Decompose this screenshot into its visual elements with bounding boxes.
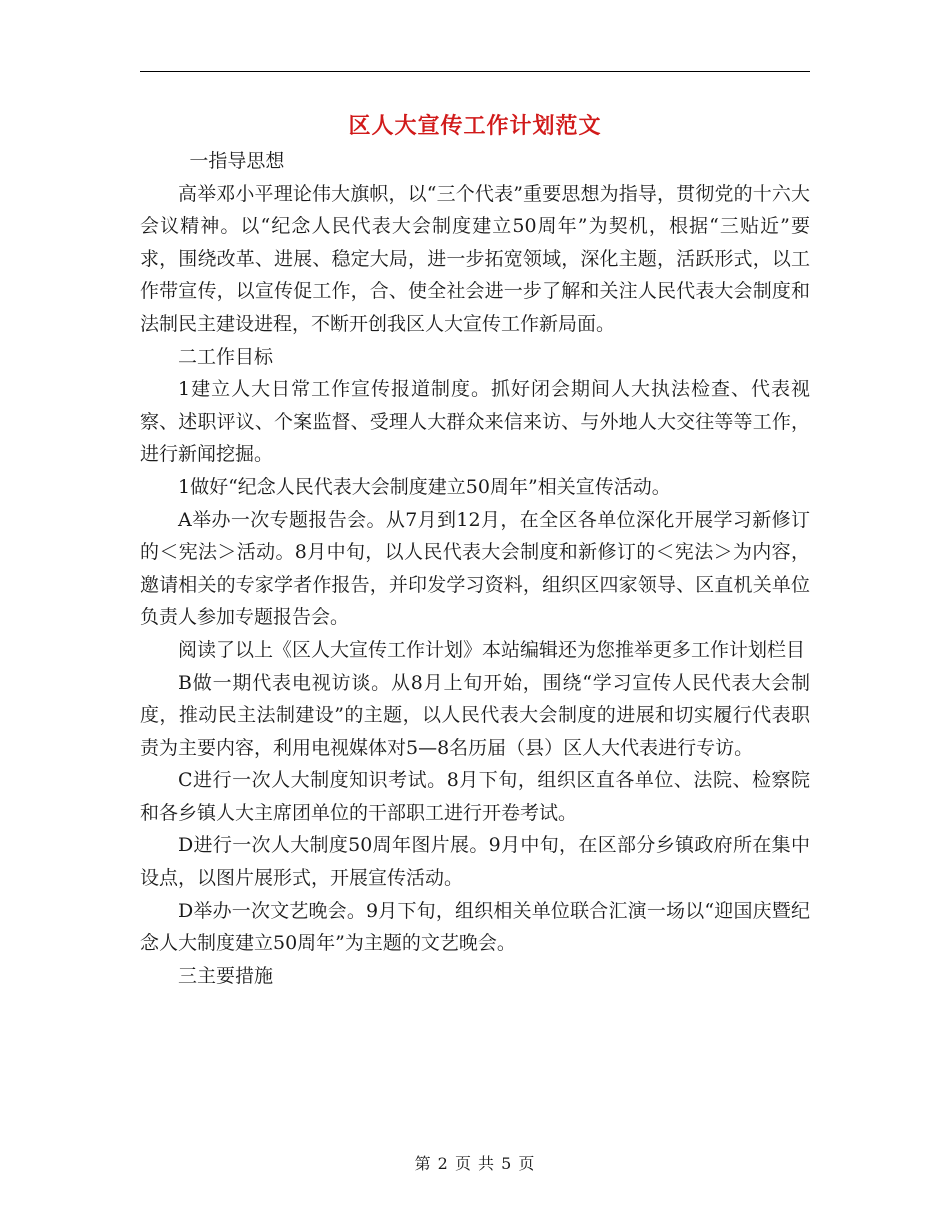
section-heading-guiding-ideology: 一指导思想 (189, 150, 285, 172)
paragraph: D进行一次人大制度50周年图片展。9月中旬，在区部分乡镇政府所在集中设点，以图片展形式，开展宣传活动。 (140, 834, 810, 890)
paragraph: 1建立人大日常工作宣传报道制度。抓好闭会期间人大执法检查、代表视察、述职评议、个案监督、受理人大群众来信来访、与外地人大交往等等工作，进行新闻挖掘。 (140, 378, 810, 466)
paragraph: 高举邓小平理论伟大旗帜，以“三个代表”重要思想为指导，贯彻党的十六大会议精神。以“纪念人民代表大会制度建立50周年”为契机，根据“三贴近”要求，围绕改革、进展、稳定大局，进一步拓宽领域，深化主题，活跃形式，以工作带宣传，以宣传促工作，合、使全社会进一步了解和关注人民代表大会制度和法制民主建设进程，不断开创我区人大宣传工作新局面。 (140, 182, 810, 335)
document-title: 区人大宣传工作计划范文 (348, 113, 602, 139)
page-number: 第 2 页 共 5 页 (414, 1154, 536, 1173)
section-heading-work-goals: 二工作目标 (178, 345, 274, 368)
header-rule (140, 71, 810, 72)
paragraph: 1做好“纪念人民代表大会制度建立50周年”相关宣传活动。 (178, 475, 671, 498)
paragraph: 阅读了以上《区人大宣传工作计划》本站编辑还为您推举更多工作计划栏目 (178, 638, 806, 661)
paragraph: B做一期代表电视访谈。从8月上旬开始，围绕“学习宣传人民代表大会制度，推动民主法制建设”的主题，以人民代表大会制度的进展和切实履行代表职责为主要内容，利用电视媒体对5—8名历届（县）区人大代表进行专访。 (140, 671, 810, 759)
paragraph: C进行一次人大制度知识考试。8月下旬，组织区直各单位、法院、检察院和各乡镇人大主席团单位的干部职工进行开卷考试。 (140, 769, 810, 824)
section-heading-main-measures: 三主要措施 (178, 964, 274, 987)
document-body (140, 145, 810, 992)
paragraph: D举办一次文艺晚会。9月下旬，组织相关单位联合汇演一场以“迎国庆暨纪念人大制度建立50周年”为主题的文艺晚会。 (140, 899, 810, 955)
paragraph: A举办一次专题报告会。从7月到12月，在全区各单位深化开展学习新修订的＜宪法＞活动。8月中旬，以人民代表大会制度和新修订的＜宪法＞为内容，邀请相关的专家学者作报告，并印发学习资料，组织区四家领导、区直机关单位负责人参加专题报告会。 (140, 508, 810, 629)
